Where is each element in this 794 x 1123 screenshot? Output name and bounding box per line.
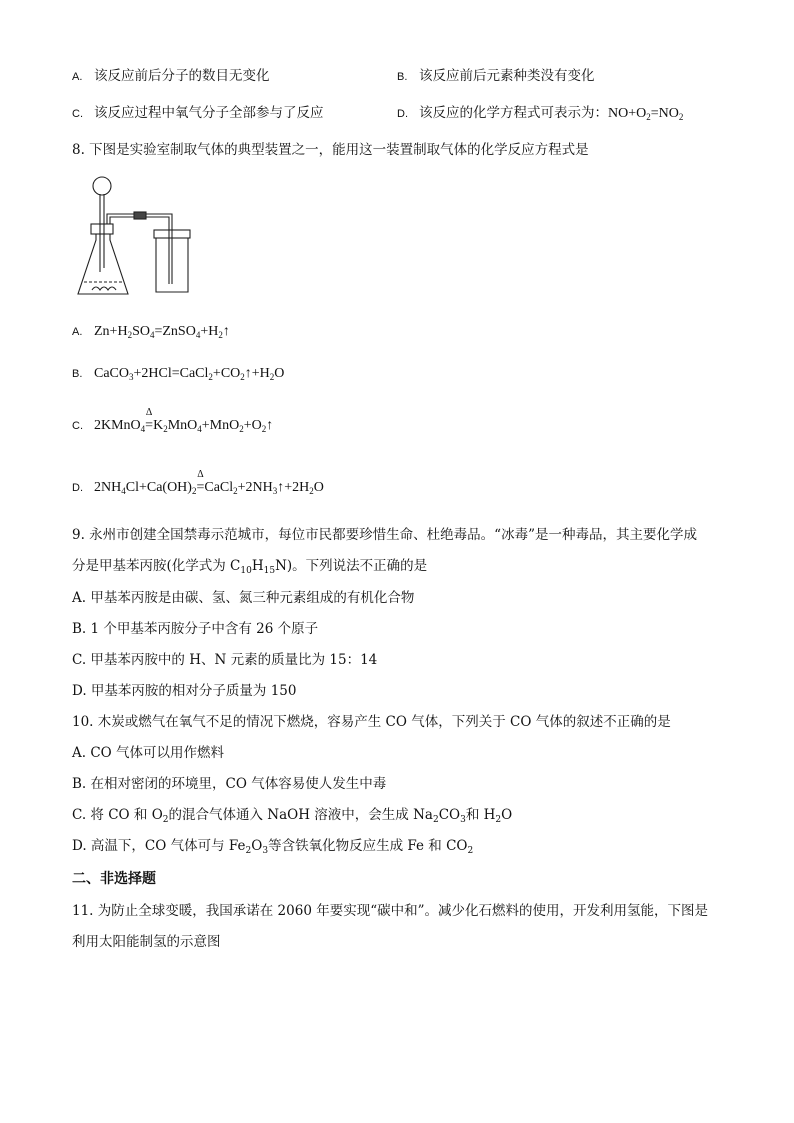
q9-stem-line2: 分是甲基苯丙胺(化学式为 $C_{10}H_{15}N$)。下列说法不正确的是	[72, 558, 428, 576]
q9-option-d: D. 甲基苯丙胺的相对分子质量为 150	[72, 683, 297, 699]
q7-option-a: A. 该反应前后分子的数目无变化	[72, 68, 270, 84]
q7-option-d: D. 该反应的化学方程式可表示为：$NO+O_2=NO_2$	[397, 105, 684, 122]
q8-stem: 8. 下图是实验室制取气体的典型装置之一，能用这一装置制取气体的化学反应方程式是	[72, 142, 589, 158]
q10-stem: 10. 木炭或燃气在氧气不足的情况下燃烧，容易产生 CO 气体，下列关于 CO 气体的叙述不正确的是	[72, 714, 671, 730]
q10-option-b: B. 在相对密闭的环境里，CO 气体容易使人发生中毒	[72, 776, 387, 792]
q11-line2: 利用太阳能制氢的示意图	[72, 934, 221, 950]
q7-option-c: C. 该反应过程中氧气分子全部参与了反应	[72, 105, 324, 121]
q8-option-c: C. 2KMnO$_4$ Δ $=K_2MnO_4+MnO_2+O_2↑$	[72, 407, 274, 434]
gas-generation-apparatus	[72, 172, 202, 302]
q7-option-b: B. 该反应前后元素种类没有变化	[397, 68, 595, 84]
q9-stem-line1: 9. 永州市创建全国禁毒示范城市，每位市民都要珍惜生命、杜绝毒品。“冰毒”是一种毒品，其主要化学成	[72, 527, 697, 543]
q8-option-a: A. $Zn+H_2SO_4=ZnSO_4+H_2↑$	[72, 324, 230, 340]
q9-option-c: C. 甲基苯丙胺中的 H、N 元素的质量比为 15：14	[72, 652, 378, 668]
q8-option-b: B. $CaCO_3+2HCl=CaCl_2+CO_2↑+H_2O$	[72, 366, 285, 382]
q7-equation: $NO+O_2=NO_2$	[608, 106, 684, 122]
section-title-nonchoice: 二、非选择题	[72, 871, 156, 887]
q10-option-d: D. 高温下，CO 气体可与 $Fe_2O_3$等含铁氧化物反应生成 Fe 和 $CO_2$	[72, 838, 474, 856]
q10-option-a: A. CO 气体可以用作燃料	[72, 745, 225, 761]
q9-option-b: B. 1 个甲基苯丙胺分子中含有 26 个原子	[72, 621, 319, 637]
q9-option-a: A. 甲基苯丙胺是由碳、氢、氮三种元素组成的有机化合物	[72, 590, 415, 606]
q10-option-c: C. 将 CO 和 $O_2$的混合气体通入 NaOH 溶液中，会生成 $Na_2CO_3$和 $H_2O$	[72, 807, 513, 825]
q11-line1: 11. 为防止全球变暖，我国承诺在 2060 年要实现“碳中和”。减少化石燃料的使用，开发利用氢能，下图是	[72, 903, 709, 919]
q8-option-d: D. $2NH_4Cl+Ca(OH)_2$ Δ $=CaCl_2+2NH_3↑+2H_2O$	[72, 469, 324, 496]
